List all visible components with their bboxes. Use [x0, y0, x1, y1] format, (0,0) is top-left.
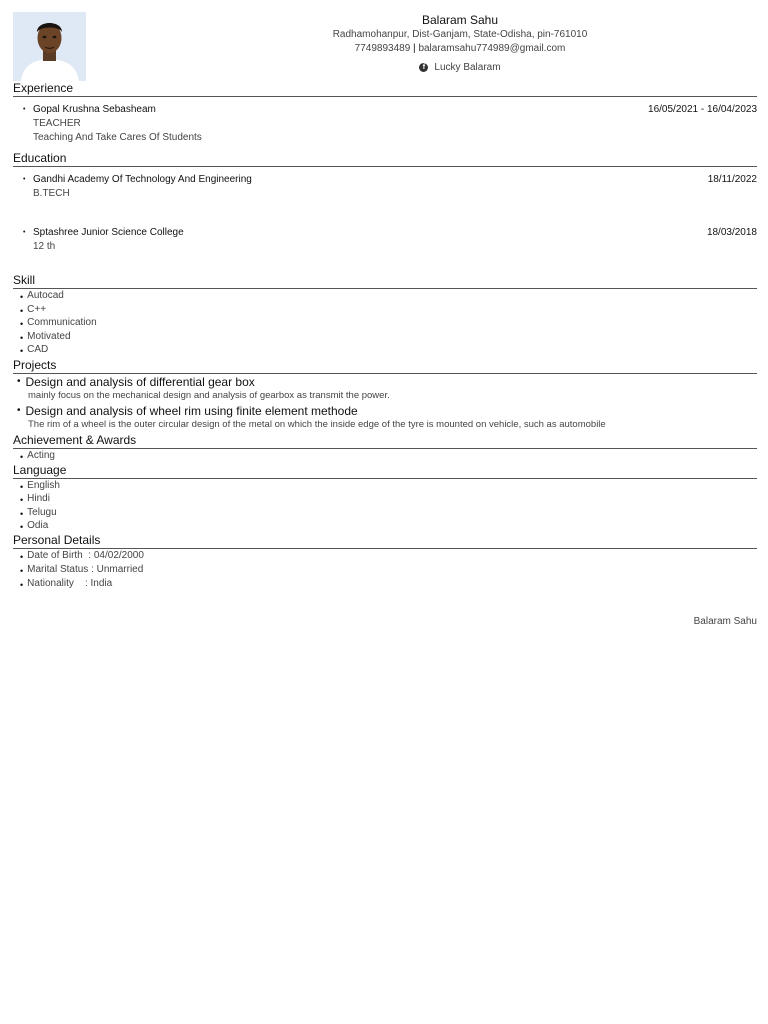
section-title-achievements: Achievement & Awards — [13, 433, 757, 449]
skill-label: Communication — [27, 317, 97, 328]
bullet: • — [20, 566, 24, 576]
skill-label: C++ — [27, 304, 47, 315]
skill-item — [20, 344, 48, 356]
education-institution: Sptashree Junior Science College — [33, 227, 184, 238]
experience-org: Gopal Krushna Sebasheam — [33, 104, 156, 115]
bullet: • — [20, 552, 24, 562]
bullet: • — [17, 405, 21, 416]
project-title-text: Design and analysis of wheel rim using finite element methode — [25, 404, 358, 418]
bullet: • — [20, 333, 24, 343]
bullet: • — [20, 482, 24, 492]
bullet: • — [20, 319, 24, 329]
skill-label: Autocad — [27, 290, 64, 301]
footer-signature-name: Balaram Sahu — [693, 616, 757, 627]
social-name: Lucky Balaram — [434, 62, 501, 73]
language-item — [20, 480, 60, 492]
bullet: • — [20, 306, 24, 316]
section-title-experience: Experience — [13, 81, 757, 97]
language-label: Hindi — [27, 493, 50, 504]
personal-label: Nationality : India — [27, 578, 113, 589]
project-title — [17, 404, 358, 418]
education-degree: 12 th — [33, 241, 56, 252]
email-link[interactable]: balaramsahu774989@gmail.com — [418, 43, 566, 54]
skill-label: Motivated — [27, 331, 71, 342]
project-desc: mainly focus on the mechanical design and analysis of gearbox as transmit the power. — [28, 390, 390, 401]
project-title — [17, 375, 255, 389]
achievement-item — [20, 450, 55, 462]
bullet: • — [23, 106, 26, 113]
bullet: • — [20, 452, 24, 462]
personal-label: Date of Birth : 04/02/2000 — [27, 550, 144, 561]
bullet: • — [20, 346, 24, 356]
education-date: 18/11/2022 — [707, 174, 757, 185]
profile-photo — [13, 12, 86, 81]
skill-item — [20, 317, 97, 329]
language-label: Telugu — [27, 507, 57, 518]
bullet: • — [23, 229, 26, 236]
phone: 7749893489 — [354, 43, 411, 54]
achievement-label: Acting — [27, 450, 55, 461]
address: Radhamohanpur, Dist-Ganjam, State-Odisha, pin-761010 — [332, 29, 588, 40]
facebook-icon: f — [419, 63, 428, 72]
language-label: Odia — [27, 520, 49, 531]
language-label: English — [27, 480, 60, 491]
contact-line — [160, 42, 760, 56]
language-item — [20, 507, 57, 519]
skill-item — [20, 331, 71, 343]
language-item — [20, 493, 50, 505]
skill-item — [20, 290, 64, 302]
section-title-education: Education — [13, 151, 757, 167]
experience-desc: Teaching And Take Cares Of Students — [33, 132, 202, 143]
social-link[interactable] — [419, 60, 500, 75]
personal-item — [20, 564, 143, 576]
personal-item — [20, 578, 112, 590]
section-title-projects: Projects — [13, 358, 757, 374]
resume-header — [160, 13, 760, 75]
personal-item — [20, 550, 144, 562]
personal-label: Marital Status : Unmarried — [27, 564, 144, 575]
language-item — [20, 520, 48, 532]
section-title-language: Language — [13, 463, 757, 479]
section-title-personal: Personal Details — [13, 533, 757, 549]
bullet: • — [20, 522, 24, 532]
project-desc: The rim of a wheel is the outer circular design of the metal on which the inside edge of the tyre is mounted on vehicle, such as automobile — [28, 419, 606, 430]
skill-item — [20, 304, 46, 316]
bullet: • — [20, 509, 24, 519]
experience-date: 16/05/2021 - 16/04/2023 — [648, 104, 757, 115]
candidate-name: Balaram Sahu — [421, 13, 499, 27]
experience-role: TEACHER — [33, 118, 81, 129]
education-degree: B.TECH — [33, 188, 70, 199]
education-institution: Gandhi Academy Of Technology And Engineering — [33, 174, 252, 185]
section-title-skill: Skill — [13, 273, 757, 289]
bullet: • — [17, 376, 21, 387]
contact-separator: | — [413, 43, 416, 54]
bullet: • — [20, 292, 24, 302]
bullet: • — [20, 580, 24, 590]
project-title-text: Design and analysis of differential gear box — [25, 375, 255, 389]
bullet: • — [20, 495, 24, 505]
skill-label: CAD — [27, 344, 49, 355]
education-date: 18/03/2018 — [706, 227, 757, 238]
bullet: • — [23, 176, 26, 183]
